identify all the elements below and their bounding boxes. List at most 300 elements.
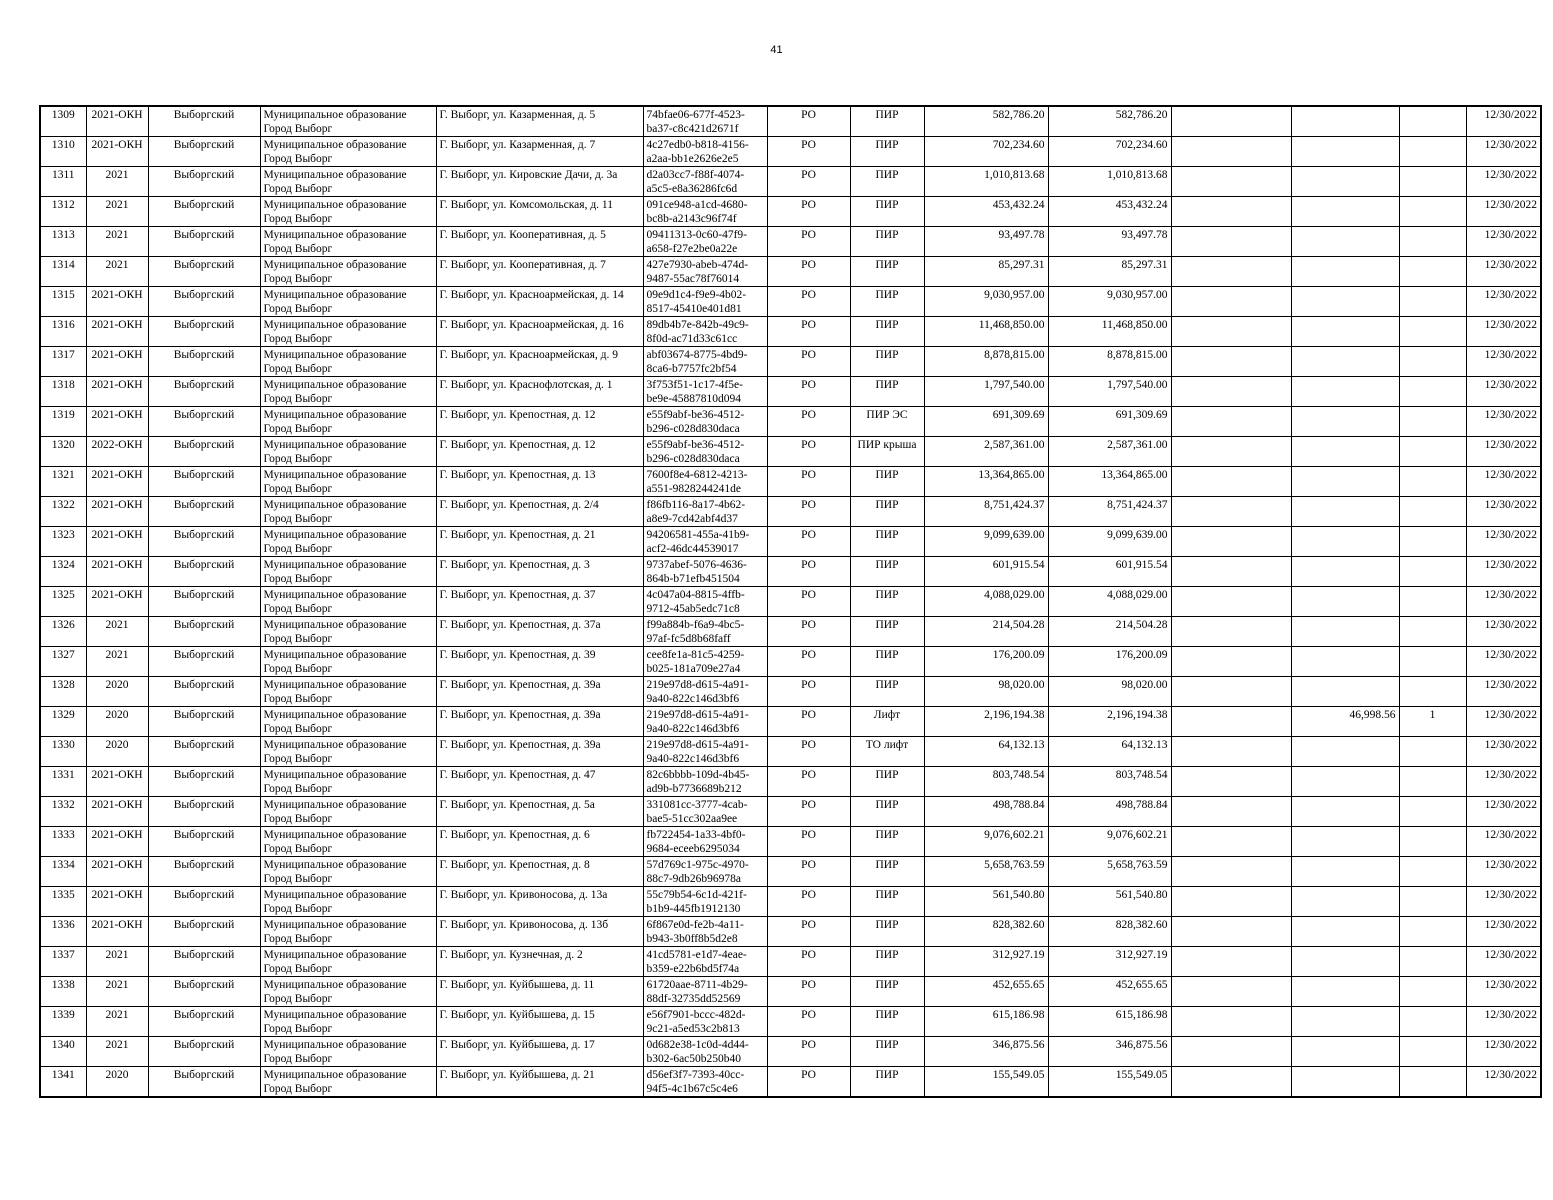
cell-address: Г. Выборг, ул. Крепостная, д. 5а: [436, 797, 643, 827]
cell-municipality: Муниципальное образование Город Выборг: [260, 257, 436, 287]
cell-district: Выборгский: [148, 707, 260, 737]
cell-year: 2021: [86, 257, 148, 287]
cell-extra-3: [1399, 317, 1466, 347]
cell-date: 12/30/2022: [1466, 497, 1541, 527]
cell-amount: 346,875.56: [924, 1037, 1048, 1067]
cell-guid: 7600f8e4-6812-4213-a551-9828244241de: [643, 467, 767, 497]
cell-work-type: ПИР: [850, 977, 924, 1007]
cell-guid: 57d769c1-975c-4970-88c7-9db26b96978a: [643, 857, 767, 887]
cell-extra-2: [1291, 587, 1399, 617]
cell-date: 12/30/2022: [1466, 167, 1541, 197]
table-row: [40, 587, 1541, 617]
cell-year: 2021: [86, 167, 148, 197]
cell-amount-total: 8,751,424.37: [1048, 497, 1171, 527]
cell-fund: РО: [767, 677, 850, 707]
cell-fund: РО: [767, 557, 850, 587]
cell-work-type: ПИР: [850, 197, 924, 227]
cell-number: 1315: [40, 287, 86, 317]
cell-fund: РО: [767, 977, 850, 1007]
cell-work-type: ПИР: [850, 647, 924, 677]
cell-amount: 155,549.05: [924, 1067, 1048, 1098]
cell-fund: РО: [767, 227, 850, 257]
cell-extra-2: [1291, 317, 1399, 347]
cell-date: 12/30/2022: [1466, 797, 1541, 827]
cell-amount-total: 582,786.20: [1048, 106, 1171, 137]
cell-address: Г. Выборг, ул. Казарменная, д. 7: [436, 137, 643, 167]
cell-date: 12/30/2022: [1466, 106, 1541, 137]
cell-address: Г. Выборг, ул. Красноармейская, д. 14: [436, 287, 643, 317]
cell-district: Выборгский: [148, 497, 260, 527]
cell-date: 12/30/2022: [1466, 287, 1541, 317]
cell-year: 2020: [86, 707, 148, 737]
cell-extra-2: [1291, 437, 1399, 467]
cell-amount: 9,076,602.21: [924, 827, 1048, 857]
cell-district: Выборгский: [148, 527, 260, 557]
table-row: [40, 677, 1541, 707]
cell-extra-3: [1399, 737, 1466, 767]
cell-year: 2021-ОКН: [86, 317, 148, 347]
cell-amount-total: 5,658,763.59: [1048, 857, 1171, 887]
cell-date: 12/30/2022: [1466, 857, 1541, 887]
cell-extra-3: [1399, 497, 1466, 527]
cell-amount: 5,658,763.59: [924, 857, 1048, 887]
cell-municipality: Муниципальное образование Город Выборг: [260, 647, 436, 677]
cell-extra-3: [1399, 647, 1466, 677]
cell-amount-total: 2,196,194.38: [1048, 707, 1171, 737]
table-row: [40, 917, 1541, 947]
cell-amount: 176,200.09: [924, 647, 1048, 677]
cell-guid: 74bfae06-677f-4523-ba37-c8c421d2671f: [643, 106, 767, 137]
cell-extra-1: [1171, 617, 1291, 647]
cell-extra-2: [1291, 106, 1399, 137]
cell-amount-total: 9,030,957.00: [1048, 287, 1171, 317]
table-row: [40, 767, 1541, 797]
cell-number: 1320: [40, 437, 86, 467]
cell-number: 1332: [40, 797, 86, 827]
cell-number: 1316: [40, 317, 86, 347]
cell-address: Г. Выборг, ул. Кривоносова, д. 13а: [436, 887, 643, 917]
cell-address: Г. Выборг, ул. Краснофлотская, д. 1: [436, 377, 643, 407]
cell-district: Выборгский: [148, 917, 260, 947]
cell-work-type: ПИР: [850, 917, 924, 947]
cell-work-type: ПИР: [850, 467, 924, 497]
cell-extra-1: [1171, 1037, 1291, 1067]
cell-work-type: ПИР: [850, 227, 924, 257]
cell-work-type: ПИР: [850, 287, 924, 317]
cell-address: Г. Выборг, ул. Крепостная, д. 12: [436, 407, 643, 437]
cell-date: 12/30/2022: [1466, 677, 1541, 707]
cell-extra-3: [1399, 887, 1466, 917]
table-row: [40, 227, 1541, 257]
cell-guid: 09411313-0c60-47f9-a658-f27e2be0a22e: [643, 227, 767, 257]
cell-extra-3: [1399, 106, 1466, 137]
cell-fund: РО: [767, 317, 850, 347]
table-row: [40, 527, 1541, 557]
cell-fund: РО: [767, 287, 850, 317]
cell-amount: 93,497.78: [924, 227, 1048, 257]
table-row: [40, 167, 1541, 197]
cell-number: 1328: [40, 677, 86, 707]
cell-address: Г. Выборг, ул. Крепостная, д. 39а: [436, 737, 643, 767]
cell-amount-total: 346,875.56: [1048, 1037, 1171, 1067]
cell-amount-total: 828,382.60: [1048, 917, 1171, 947]
cell-extra-2: [1291, 137, 1399, 167]
cell-work-type: ПИР: [850, 1007, 924, 1037]
cell-guid: 6f867e0d-fe2b-4a11-b943-3b0ff8b5d2e8: [643, 917, 767, 947]
cell-year: 2020: [86, 677, 148, 707]
cell-municipality: Муниципальное образование Город Выборг: [260, 797, 436, 827]
cell-extra-2: [1291, 887, 1399, 917]
cell-district: Выборгский: [148, 167, 260, 197]
cell-address: Г. Выборг, ул. Крепостная, д. 6: [436, 827, 643, 857]
cell-amount: 9,099,639.00: [924, 527, 1048, 557]
cell-amount-total: 803,748.54: [1048, 767, 1171, 797]
cell-date: 12/30/2022: [1466, 1007, 1541, 1037]
cell-guid: 4c27edb0-b818-4156-a2aa-bb1e2626e2e5: [643, 137, 767, 167]
cell-year: 2021: [86, 197, 148, 227]
cell-extra-1: [1171, 257, 1291, 287]
cell-municipality: Муниципальное образование Город Выборг: [260, 887, 436, 917]
cell-municipality: Муниципальное образование Город Выборг: [260, 227, 436, 257]
cell-extra-2: [1291, 557, 1399, 587]
cell-municipality: Муниципальное образование Город Выборг: [260, 467, 436, 497]
cell-year: 2021-ОКН: [86, 527, 148, 557]
cell-amount: 601,915.54: [924, 557, 1048, 587]
cell-extra-2: [1291, 857, 1399, 887]
cell-extra-2: [1291, 1067, 1399, 1098]
cell-amount: 11,468,850.00: [924, 317, 1048, 347]
cell-amount: 702,234.60: [924, 137, 1048, 167]
cell-amount: 452,655.65: [924, 977, 1048, 1007]
cell-extra-2: [1291, 617, 1399, 647]
cell-extra-3: [1399, 677, 1466, 707]
cell-address: Г. Выборг, ул. Крепостная, д. 21: [436, 527, 643, 557]
cell-address: Г. Выборг, ул. Красноармейская, д. 16: [436, 317, 643, 347]
cell-amount: 8,751,424.37: [924, 497, 1048, 527]
cell-date: 12/30/2022: [1466, 827, 1541, 857]
cell-district: Выборгский: [148, 287, 260, 317]
cell-amount: 582,786.20: [924, 106, 1048, 137]
cell-district: Выборгский: [148, 827, 260, 857]
cell-date: 12/30/2022: [1466, 647, 1541, 677]
cell-extra-1: [1171, 197, 1291, 227]
cell-extra-2: 46,998.56: [1291, 707, 1399, 737]
cell-extra-1: [1171, 827, 1291, 857]
cell-work-type: ПИР: [850, 677, 924, 707]
table-row: [40, 647, 1541, 677]
cell-address: Г. Выборг, ул. Крепостная, д. 8: [436, 857, 643, 887]
cell-extra-2: [1291, 647, 1399, 677]
cell-district: Выборгский: [148, 767, 260, 797]
cell-work-type: ПИР: [850, 167, 924, 197]
cell-year: 2021: [86, 647, 148, 677]
table-row: [40, 347, 1541, 377]
cell-municipality: Муниципальное образование Город Выборг: [260, 737, 436, 767]
cell-work-type: ПИР: [850, 827, 924, 857]
table-row: [40, 1007, 1541, 1037]
cell-extra-3: [1399, 857, 1466, 887]
cell-district: Выборгский: [148, 1067, 260, 1098]
cell-amount: 312,927.19: [924, 947, 1048, 977]
cell-amount: 2,587,361.00: [924, 437, 1048, 467]
cell-date: 12/30/2022: [1466, 557, 1541, 587]
cell-guid: 41cd5781-e1d7-4eae-b359-e22b6bd5f74a: [643, 947, 767, 977]
cell-municipality: Муниципальное образование Город Выборг: [260, 587, 436, 617]
cell-work-type: ПИР: [850, 587, 924, 617]
cell-number: 1336: [40, 917, 86, 947]
cell-fund: РО: [767, 707, 850, 737]
cell-extra-1: [1171, 347, 1291, 377]
cell-municipality: Муниципальное образование Город Выборг: [260, 347, 436, 377]
cell-amount-total: 453,432.24: [1048, 197, 1171, 227]
cell-fund: РО: [767, 827, 850, 857]
cell-fund: РО: [767, 947, 850, 977]
cell-address: Г. Выборг, ул. Крепостная, д. 37а: [436, 617, 643, 647]
cell-date: 12/30/2022: [1466, 527, 1541, 557]
cell-district: Выборгский: [148, 587, 260, 617]
cell-work-type: ПИР: [850, 377, 924, 407]
cell-guid: 4c047a04-8815-4ffb-9712-45ab5edc71c8: [643, 587, 767, 617]
cell-extra-1: [1171, 797, 1291, 827]
cell-guid: 61720aae-8711-4b29-88df-32735dd52569: [643, 977, 767, 1007]
cell-address: Г. Выборг, ул. Кузнечная, д. 2: [436, 947, 643, 977]
cell-extra-1: [1171, 707, 1291, 737]
cell-number: 1317: [40, 347, 86, 377]
cell-guid: cee8fe1a-81c5-4259-b025-181a709e27a4: [643, 647, 767, 677]
cell-date: 12/30/2022: [1466, 767, 1541, 797]
cell-extra-3: [1399, 1067, 1466, 1098]
cell-extra-1: [1171, 1067, 1291, 1098]
cell-amount: 8,878,815.00: [924, 347, 1048, 377]
cell-municipality: Муниципальное образование Город Выборг: [260, 377, 436, 407]
cell-work-type: ПИР: [850, 1067, 924, 1098]
cell-number: 1311: [40, 167, 86, 197]
cell-municipality: Муниципальное образование Город Выборг: [260, 197, 436, 227]
cell-extra-1: [1171, 1007, 1291, 1037]
cell-extra-1: [1171, 497, 1291, 527]
cell-guid: 55c79b54-6c1d-421f-b1b9-445fb1912130: [643, 887, 767, 917]
cell-address: Г. Выборг, ул. Крепостная, д. 39: [436, 647, 643, 677]
cell-extra-2: [1291, 947, 1399, 977]
cell-municipality: Муниципальное образование Город Выборг: [260, 407, 436, 437]
cell-amount: 691,309.69: [924, 407, 1048, 437]
cell-extra-3: [1399, 827, 1466, 857]
cell-extra-2: [1291, 797, 1399, 827]
cell-district: Выборгский: [148, 887, 260, 917]
cell-guid: 82c6bbbb-109d-4b45-ad9b-b7736689b212: [643, 767, 767, 797]
table-row: [40, 557, 1541, 587]
cell-fund: РО: [767, 917, 850, 947]
table-row: [40, 827, 1541, 857]
cell-extra-1: [1171, 737, 1291, 767]
cell-extra-1: [1171, 467, 1291, 497]
cell-district: Выборгский: [148, 317, 260, 347]
cell-district: Выборгский: [148, 677, 260, 707]
cell-number: 1331: [40, 767, 86, 797]
cell-number: 1340: [40, 1037, 86, 1067]
cell-year: 2021-ОКН: [86, 797, 148, 827]
table-row: [40, 737, 1541, 767]
cell-number: 1327: [40, 647, 86, 677]
cell-district: Выборгский: [148, 407, 260, 437]
cell-guid: 0d682e38-1c0d-4d44-b302-6ac50b250b40: [643, 1037, 767, 1067]
cell-date: 12/30/2022: [1466, 467, 1541, 497]
cell-municipality: Муниципальное образование Город Выборг: [260, 977, 436, 1007]
cell-work-type: ПИР: [850, 317, 924, 347]
cell-work-type: ПИР: [850, 617, 924, 647]
cell-amount-total: 601,915.54: [1048, 557, 1171, 587]
cell-municipality: Муниципальное образование Город Выборг: [260, 137, 436, 167]
cell-fund: РО: [767, 737, 850, 767]
cell-amount-total: 13,364,865.00: [1048, 467, 1171, 497]
table-row: [40, 467, 1541, 497]
cell-extra-3: [1399, 947, 1466, 977]
table-body: [40, 106, 1541, 1097]
cell-extra-3: [1399, 977, 1466, 1007]
cell-guid: abf03674-8775-4bd9-8ca6-b7757fc2bf54: [643, 347, 767, 377]
cell-fund: РО: [767, 407, 850, 437]
cell-address: Г. Выборг, ул. Крепостная, д. 37: [436, 587, 643, 617]
cell-extra-1: [1171, 377, 1291, 407]
cell-extra-3: 1: [1399, 707, 1466, 737]
cell-guid: 427e7930-abeb-474d-9487-55ac78f76014: [643, 257, 767, 287]
cell-fund: РО: [767, 1037, 850, 1067]
cell-amount: 13,364,865.00: [924, 467, 1048, 497]
cell-amount: 2,196,194.38: [924, 707, 1048, 737]
cell-year: 2021: [86, 1007, 148, 1037]
cell-district: Выборгский: [148, 106, 260, 137]
cell-work-type: ПИР: [850, 767, 924, 797]
cell-year: 2021-ОКН: [86, 587, 148, 617]
table-row: [40, 287, 1541, 317]
cell-district: Выборгский: [148, 197, 260, 227]
cell-work-type: ПИР: [850, 1037, 924, 1067]
cell-extra-2: [1291, 257, 1399, 287]
cell-number: 1309: [40, 106, 86, 137]
cell-address: Г. Выборг, ул. Куйбышева, д. 11: [436, 977, 643, 1007]
cell-fund: РО: [767, 1007, 850, 1037]
cell-extra-2: [1291, 737, 1399, 767]
cell-extra-3: [1399, 587, 1466, 617]
cell-work-type: ПИР: [850, 106, 924, 137]
table-row: [40, 437, 1541, 467]
cell-year: 2021-ОКН: [86, 827, 148, 857]
cell-extra-1: [1171, 917, 1291, 947]
table-row: [40, 617, 1541, 647]
cell-fund: РО: [767, 797, 850, 827]
cell-address: Г. Выборг, ул. Крепостная, д. 47: [436, 767, 643, 797]
cell-number: 1324: [40, 557, 86, 587]
cell-fund: РО: [767, 167, 850, 197]
cell-amount: 85,297.31: [924, 257, 1048, 287]
cell-date: 12/30/2022: [1466, 137, 1541, 167]
cell-extra-2: [1291, 527, 1399, 557]
cell-municipality: Муниципальное образование Город Выборг: [260, 617, 436, 647]
cell-number: 1313: [40, 227, 86, 257]
cell-date: 12/30/2022: [1466, 197, 1541, 227]
cell-amount: 1,010,813.68: [924, 167, 1048, 197]
cell-year: 2021-ОКН: [86, 347, 148, 377]
cell-guid: 94206581-455a-41b9-acf2-46dc44539017: [643, 527, 767, 557]
cell-address: Г. Выборг, ул. Красноармейская, д. 9: [436, 347, 643, 377]
cell-year: 2021: [86, 947, 148, 977]
cell-municipality: Муниципальное образование Город Выборг: [260, 1007, 436, 1037]
cell-address: Г. Выборг, ул. Кооперативная, д. 7: [436, 257, 643, 287]
cell-number: 1310: [40, 137, 86, 167]
cell-municipality: Муниципальное образование Город Выборг: [260, 1037, 436, 1067]
cell-district: Выборгский: [148, 1007, 260, 1037]
cell-work-type: ПИР: [850, 497, 924, 527]
cell-work-type: ПИР: [850, 887, 924, 917]
cell-address: Г. Выборг, ул. Кривоносова, д. 13б: [436, 917, 643, 947]
cell-date: 12/30/2022: [1466, 227, 1541, 257]
cell-extra-2: [1291, 827, 1399, 857]
cell-extra-1: [1171, 767, 1291, 797]
cell-work-type: ПИР: [850, 557, 924, 587]
cell-municipality: Муниципальное образование Город Выборг: [260, 437, 436, 467]
cell-extra-1: [1171, 137, 1291, 167]
cell-extra-3: [1399, 377, 1466, 407]
cell-number: 1321: [40, 467, 86, 497]
cell-fund: РО: [767, 437, 850, 467]
cell-work-type: ПИР: [850, 347, 924, 377]
cell-district: Выборгский: [148, 617, 260, 647]
cell-fund: РО: [767, 587, 850, 617]
cell-guid: e56f7901-bccc-482d-9c21-a5ed53c2b813: [643, 1007, 767, 1037]
cell-address: Г. Выборг, ул. Крепостная, д. 13: [436, 467, 643, 497]
cell-guid: e55f9abf-be36-4512-b296-c028d830daca: [643, 407, 767, 437]
cell-amount-total: 85,297.31: [1048, 257, 1171, 287]
cell-date: 12/30/2022: [1466, 317, 1541, 347]
cell-extra-3: [1399, 257, 1466, 287]
cell-amount-total: 615,186.98: [1048, 1007, 1171, 1037]
cell-municipality: Муниципальное образование Город Выборг: [260, 857, 436, 887]
cell-work-type: ПИР: [850, 137, 924, 167]
cell-date: 12/30/2022: [1466, 887, 1541, 917]
cell-number: 1319: [40, 407, 86, 437]
cell-number: 1339: [40, 1007, 86, 1037]
cell-year: 2021-ОКН: [86, 467, 148, 497]
cell-year: 2022-ОКН: [86, 437, 148, 467]
cell-number: 1329: [40, 707, 86, 737]
cell-address: Г. Выборг, ул. Крепостная, д. 3: [436, 557, 643, 587]
cell-year: 2021: [86, 1037, 148, 1067]
cell-municipality: Муниципальное образование Город Выборг: [260, 767, 436, 797]
cell-extra-3: [1399, 917, 1466, 947]
cell-fund: РО: [767, 467, 850, 497]
cell-number: 1334: [40, 857, 86, 887]
cell-extra-1: [1171, 437, 1291, 467]
cell-amount-total: 8,878,815.00: [1048, 347, 1171, 377]
cell-extra-3: [1399, 287, 1466, 317]
cell-number: 1312: [40, 197, 86, 227]
cell-amount: 98,020.00: [924, 677, 1048, 707]
cell-address: Г. Выборг, ул. Крепостная, д. 2/4: [436, 497, 643, 527]
cell-district: Выборгский: [148, 227, 260, 257]
cell-date: 12/30/2022: [1466, 707, 1541, 737]
cell-amount: 615,186.98: [924, 1007, 1048, 1037]
cell-number: 1337: [40, 947, 86, 977]
cell-district: Выборгский: [148, 137, 260, 167]
cell-year: 2021-ОКН: [86, 917, 148, 947]
cell-number: 1338: [40, 977, 86, 1007]
cell-district: Выборгский: [148, 947, 260, 977]
cell-extra-1: [1171, 407, 1291, 437]
cell-date: 12/30/2022: [1466, 437, 1541, 467]
cell-extra-1: [1171, 527, 1291, 557]
cell-extra-2: [1291, 767, 1399, 797]
cell-amount: 214,504.28: [924, 617, 1048, 647]
